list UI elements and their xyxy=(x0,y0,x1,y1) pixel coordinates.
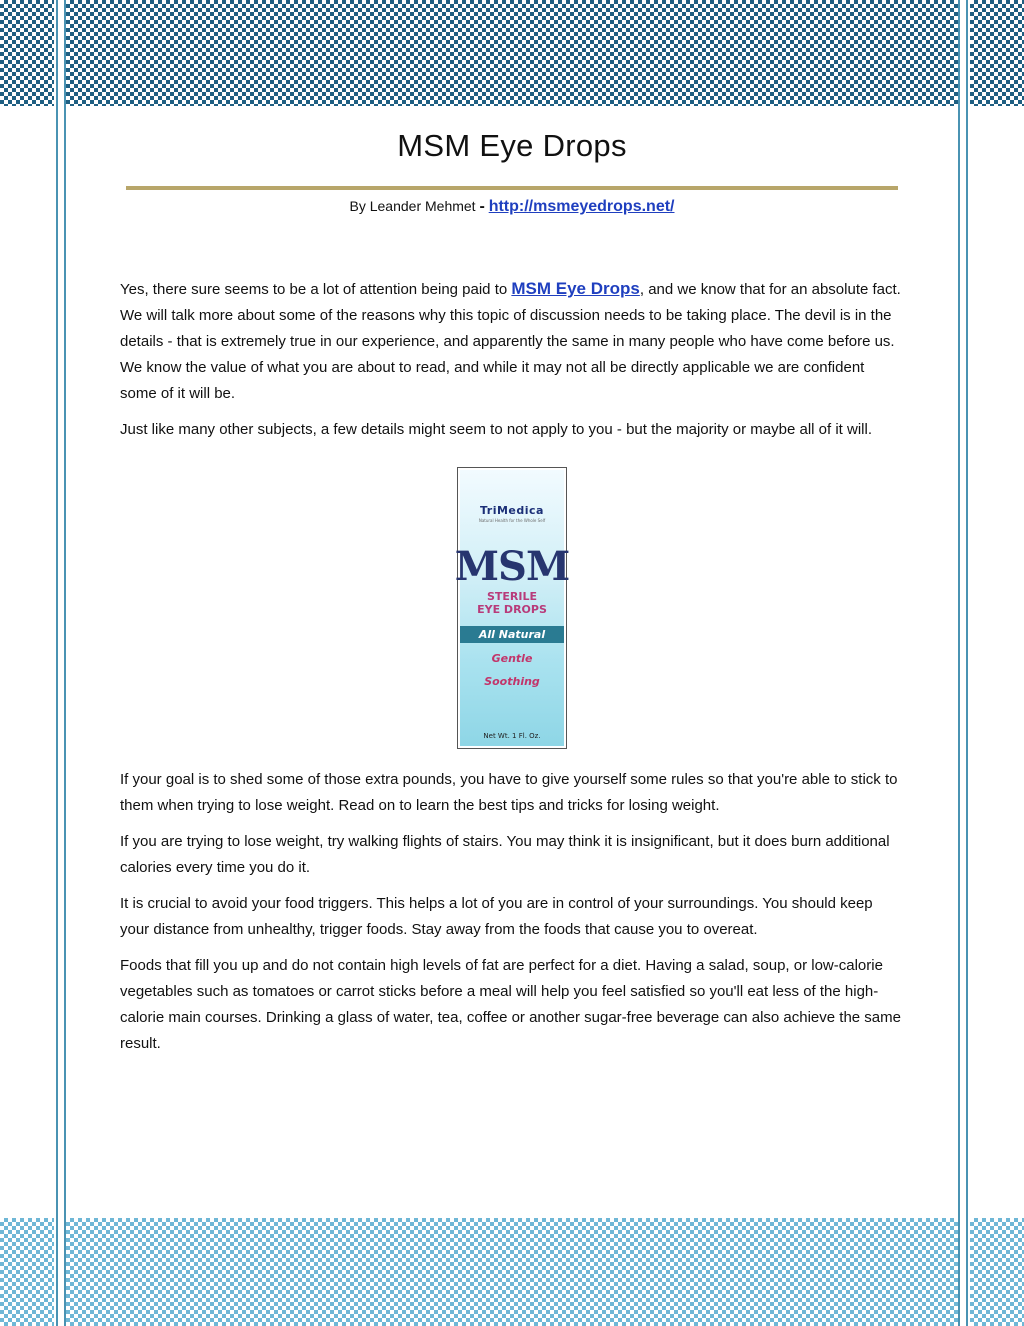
msm-eye-drops-link[interactable]: MSM Eye Drops xyxy=(511,279,640,298)
header-pattern-banner xyxy=(66,0,958,106)
bottom-right-pattern xyxy=(970,1218,1024,1326)
product-image xyxy=(454,467,570,749)
frame-line-right-inner xyxy=(958,0,960,1326)
footer-pattern-banner xyxy=(66,1218,958,1326)
paragraph-6: Foods that fill you up and do not contain high levels of fat are perfect for a diet. Having a salad, soup, or low-calorie vegetables such as tomatoes or carrot sticks before a meal will help you feel satisfied so you'll eat less of the high-calorie main courses. Drinking a glass of water, tea, coffee or another sugar-free beverage can also achieve the same result. xyxy=(120,957,901,1052)
product-box xyxy=(454,470,570,746)
product-brand: TriMedica xyxy=(480,504,544,517)
product-line-2: EYE DROPS xyxy=(477,603,547,616)
author-name: By Leander Mehmet xyxy=(349,198,476,214)
product-net-weight: Net Wt. 1 Fl. Oz. xyxy=(483,732,541,740)
product-line-1: STERILE xyxy=(486,590,538,603)
paragraph-5: It is crucial to avoid your food triggers. This helps a lot of you are in control of your surroundings. You should keep your distance from unhealthy, trigger foods. Stay away from the foods that cause you to overeat. xyxy=(120,895,873,938)
product-name: MSM xyxy=(454,543,570,590)
product-claim-2: Gentle xyxy=(491,652,533,665)
top-left-pattern xyxy=(0,0,54,106)
paragraph-2: Just like many other subjects, a few details might seem to not apply to you - but the majority or maybe all of it will. xyxy=(120,421,872,438)
top-right-pattern xyxy=(970,0,1024,106)
paragraph-3: If your goal is to shed some of those extra pounds, you have to give yourself some rules so that you're able to stick to them when trying to lose weight. Read on to learn the best tips and tricks for losing weight. xyxy=(120,771,898,814)
page-title: MSM Eye Drops xyxy=(397,128,627,163)
byline-separator: - xyxy=(479,198,485,215)
byline xyxy=(120,198,904,216)
frame-line-right-outer xyxy=(966,0,968,1326)
frame-line-left-outer xyxy=(56,0,58,1326)
site-link[interactable]: http://msmeyedrops.net/ xyxy=(488,198,675,215)
product-claim-3: Soothing xyxy=(484,675,540,688)
paragraph-1-text-end: , and we know that for an absolute fact. We will talk more about some of the reasons why this topic of discussion needs to be taking place. The devil is in the details - that is extremely true in our experience, and apparently the same in many people who have come before us. We know the value of what you are about to read, and while it may not all be directly applicable we are confident some of it will be. xyxy=(120,281,901,402)
document-body xyxy=(120,120,904,1057)
frame-line-left-inner xyxy=(64,0,66,1326)
paragraph-1-text-start: Yes, there sure seems to be a lot of attention being paid to xyxy=(120,281,512,298)
paragraph-1 xyxy=(120,276,904,407)
paragraph-4: If you are trying to lose weight, try walking flights of stairs. You may think it is insignificant, but it does burn additional calories every time you do it. xyxy=(120,833,890,876)
product-brand-tagline: Natural Health for the Whole Self xyxy=(478,518,546,523)
title-divider xyxy=(126,186,898,190)
bottom-left-pattern xyxy=(0,1218,54,1326)
product-claim-1: All Natural xyxy=(460,626,564,643)
